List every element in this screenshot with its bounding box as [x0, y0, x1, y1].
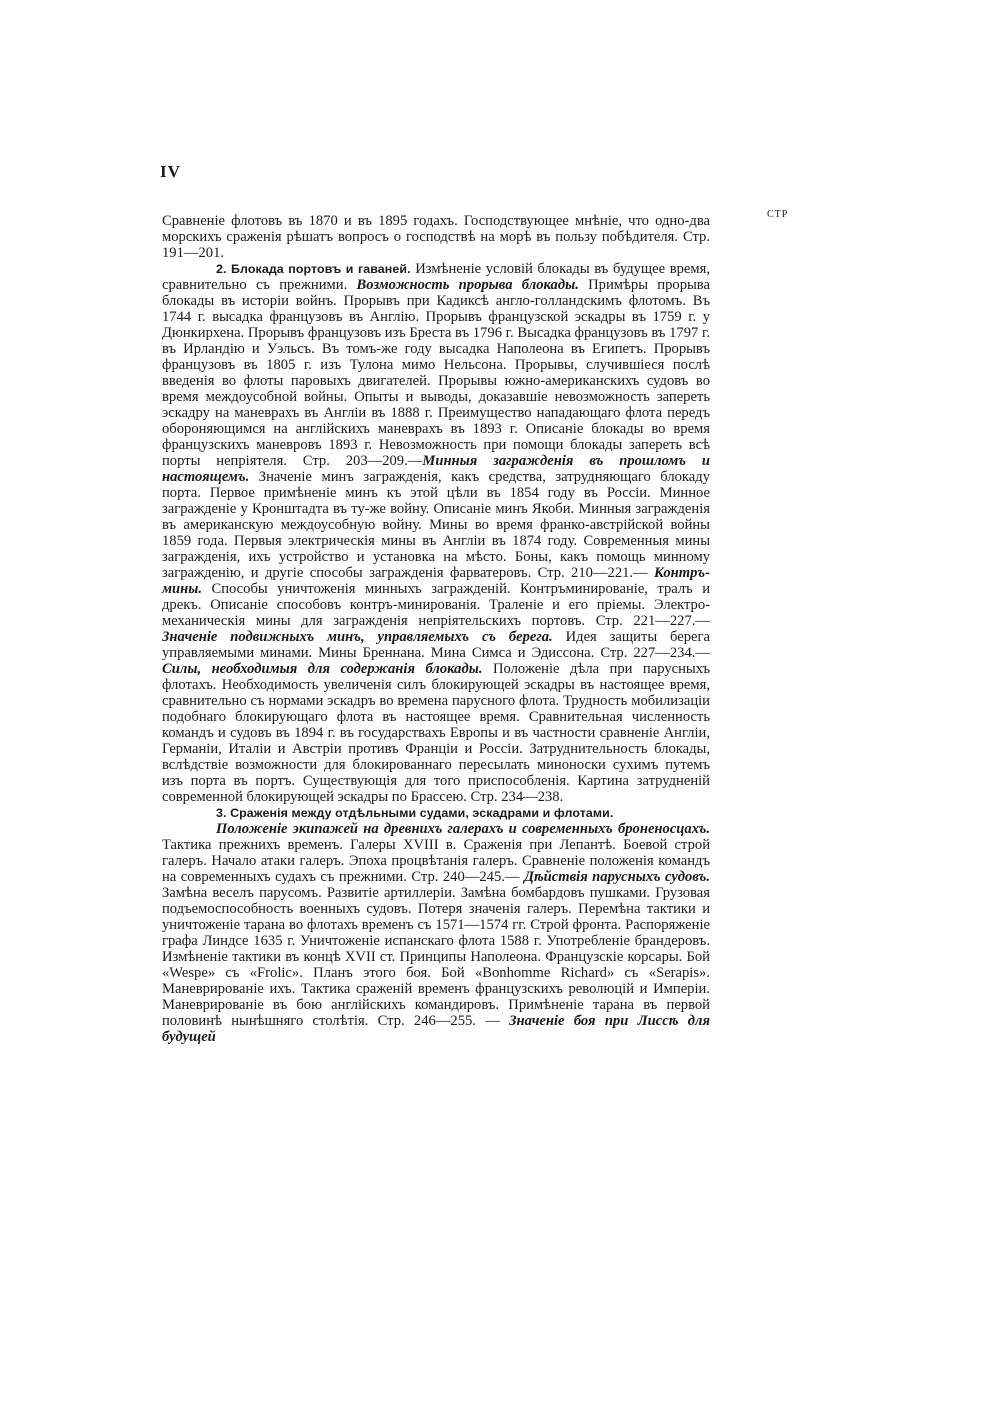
margin-note: СТР: [767, 209, 789, 220]
emphasis-text: Минныя загражденія въ прошломъ и настоящемъ.: [162, 453, 710, 485]
text-run: Значеніе минъ загражденія, какъ средства, затрудняющаго блокаду порта. Первое примѣненіе минъ къ этой цѣли въ 1854 году въ Россіи. Минное загражденіе у Кронштадта въ ту-же войну. Описаніе минъ Якоби. Минныя загражденія въ американскую междоусобную войну. Мины во время франко-австрійской войны 1859 года. Первыя электрическія мины въ Англіи въ 1874 году. Современныя мины загражденія, ихъ устройство и установка на мѣсто. Боны, какъ помощь минному загражденію, и другіе способы загражденія фарватеровъ. Стр. 210—221.—: [162, 469, 710, 581]
emphasis-text: Значеніе боя при Лиссѣ для будущей: [162, 1013, 710, 1045]
emphasis-text: Дѣйствія парусныхъ судовъ.: [523, 869, 710, 885]
paragraph-section-3: [162, 821, 710, 1045]
text-run: Тактика прежнихъ временъ. Галеры XVIII в. Сраженія при Лепантѣ. Боевой строй галеръ. Начало атаки галеръ. Эпоха процвѣтанія галеръ. Сравненіе положенія командъ на современныхъ судахъ съ прежними. Стр. 240—245.—: [162, 837, 710, 885]
text-run: Способы уничтоженія минныхъ загражденій. Контръминированіе, тралъ и дрекъ. Описаніе способовъ контръ-минированія. Траленіе и его пріемы. Электро-механическія мины для загражденія непріятельскихъ портовъ. Стр. 221—227.—: [162, 581, 710, 629]
text-run: Измѣненіе условій блокады въ будущее время, сравнительно съ прежними.: [162, 261, 710, 293]
emphasis-text: Положеніе экипажей на древнихъ галерахъ и современныхъ броненосцахъ.: [216, 821, 710, 837]
section-3-heading: 3. Сраженія между отдѣльными судами, эскадрами и флотами.: [216, 806, 614, 820]
section-2-heading: 2. Блокада портовъ и гаваней.: [216, 262, 411, 276]
page-number: IV: [160, 162, 181, 181]
section-3-heading-line: [162, 805, 710, 821]
text-run: Идея защиты берега управляемыми минами. Мины Бреннана. Мина Симса и Эдиссона. Стр. 227—234.—: [162, 629, 710, 661]
paragraph-intro: Сравненіе флотовъ въ 1870 и въ 1895 годахъ. Господствующее мнѣніе, что одно-два морскихъ сраженія рѣшатъ вопросъ о господствѣ на морѣ въ пользу побѣдителя. Стр. 191—201.: [162, 213, 710, 261]
text-run: Положеніе дѣла при парусныхъ флотахъ. Необходимость увеличенія силъ блокирующей эскадры въ настоящее время, сравнительно съ нормами эскадръ во времена парусного флота. Трудность мобилизаціи подобнаго блокирующаго флота въ настоящее время. Сравнительная численность командъ и судовъ въ 1894 г. въ государствахъ Европы и въ частности сравненіе Англіи, Германіи, Италіи и Австріи противъ Франціи и Россіи. Затруднительность блокады, вслѣдствіе возможности для блокированнаго пересылать миноноски сухимъ путемъ изъ порта въ портъ. Существующія для того приспособленія. Картина затрудненій современной блокирующей эскадры по Брассею. Стр. 234—238.: [162, 661, 710, 805]
emphasis-text: Силы, необходимыя для содержанія блокады.: [162, 661, 483, 677]
emphasis-text: Контръ-мины.: [162, 565, 710, 597]
text-run: Примѣры прорыва блокады въ исторіи войнъ. Прорывъ при Кадиксѣ англо-голландскимъ флотомъ. Въ 1744 г. высадка французовъ въ Англію. Прорывъ французской эскадры въ 1759 г. у Дюнкирхена. Прорывъ французовъ изъ Бреста въ 1796 г. Высадка французовъ въ 1797 г. въ Ирландію и Уэльсъ. Въ томъ-же году высадка Наполеона въ Египетъ. Прорывъ французовъ въ 1805 г. изъ Тулона мимо Нельсона. Прорывы, случившіеся послѣ введенія во флоты паровыхъ двигателей. Прорывы южно-американскихъ судовъ во время междоусобной войны. Опыты и выводы, доказавшіе невозможность запереть эскадру на маневрахъ въ Англіи въ 1888 г. Преимущество нападающаго флота передъ обороняющимся на англійскихъ маневрахъ въ 1893 г. Описаніе блокады во время французскихъ маневровъ 1893 г. Невозможность при помощи блокады запереть всѣ порты непріятеля. Стр. 203—209.—: [162, 277, 710, 469]
emphasis-text: Значеніе подвижныхъ минъ, управляемыхъ съ берега.: [162, 629, 553, 645]
text-column: [162, 213, 710, 1045]
paragraph-section-2: [162, 261, 710, 805]
emphasis-text: Возможность прорыва блокады.: [356, 277, 579, 293]
text-run: Замѣна веселъ парусомъ. Развитіе артиллеріи. Замѣна бомбардовъ пушками. Грузовая подъемоспособность военныхъ судовъ. Потеря значенія галеръ. Перемѣна тактики и уничтоженіе тарана во флотахъ временъ съ 1571—1574 гг. Строй фронта. Распоряженіе графа Линдсе 1635 г. Уничтоженіе испанскаго флота 1588 г. Употребленіе брандеровъ. Измѣненіе тактики въ концѣ XVII ст. Принципы Наполеона. Французскіе корсары. Бой «Wespe» съ «Frolic». Планъ этого боя. Бой «Bonhomme Richard» съ «Serapis». Маневрированіе ихъ. Тактика сраженій временъ французскихъ революцій и Имперіи. Маневрированіе въ бою англійскихъ командировъ. Примѣненіе тарана въ первой половинѣ нынѣшняго столѣтія. Стр. 246—255. —: [162, 885, 710, 1029]
